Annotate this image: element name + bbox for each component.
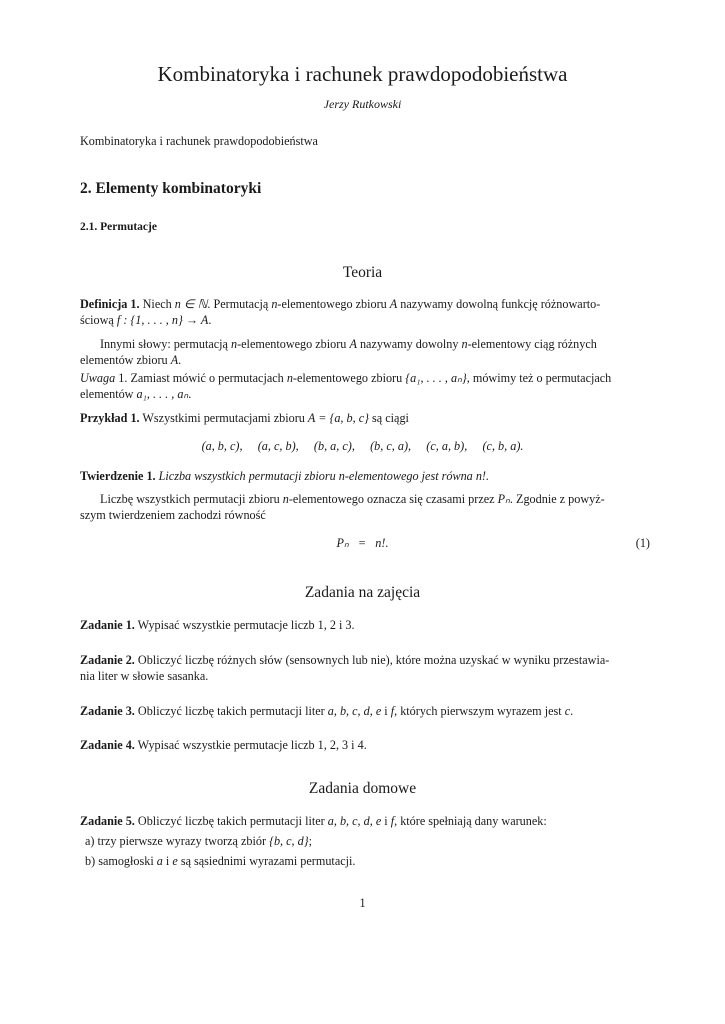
math-expr: a: [156, 854, 163, 868]
task-5: [80, 813, 652, 869]
paragraph-text: Innymi słowy: permutacją: [100, 337, 231, 351]
remark-text: -elementowego zbioru: [292, 371, 406, 385]
definition-1: [80, 296, 652, 328]
example-text: Wszystkimi permutacjami zbioru: [139, 411, 308, 425]
definition-text: Niech: [142, 297, 175, 311]
task-text: i: [381, 814, 391, 828]
task-text: Obliczyć liczbę takich permutacji liter: [134, 814, 328, 828]
remark-text: Zamiast mówić o permutacjach: [127, 371, 287, 385]
task-text: , których pierwszym wyrazem jest: [394, 704, 565, 718]
example-1: [80, 410, 652, 426]
subsection-heading: 2.1. Permutacje: [80, 221, 157, 233]
task-text: nia liter w słowie sasanka.: [80, 669, 209, 683]
task-text: Wypisać wszystkie permutacje liczb 1, 2, 3 i 4.: [134, 738, 367, 752]
task-4: [80, 737, 652, 753]
math-expr: f: [390, 704, 395, 718]
paragraph-other-words: [80, 336, 652, 368]
math-expr: A: [170, 353, 179, 367]
remark-text: elementów: [80, 387, 137, 401]
remark-1: [80, 370, 652, 402]
paragraph-count: [80, 491, 652, 523]
course-line: Kombinatoryka i rachunek prawdopodobieństwa: [80, 134, 318, 148]
task-text: Wypisać wszystkie permutacje liczb 1, 2 i 3.: [134, 618, 355, 632]
document-title: Kombinatoryka i rachunek prawdopodobieństwa: [157, 62, 568, 86]
math-expr: n ∈ ℕ: [174, 297, 208, 311]
math-expr: A = {a, b, c}: [307, 411, 369, 425]
paragraph-text: szym twierdzeniem zachodzi równość: [80, 508, 266, 522]
class-tasks-heading: Zadania na zajęcia: [304, 584, 421, 601]
paragraph-text: elementów zbioru: [80, 353, 171, 367]
theory-heading: Teoria: [342, 264, 383, 281]
theorem-1: [80, 468, 652, 484]
task-1: [80, 617, 652, 633]
math-expr: Pₙ: [497, 492, 510, 506]
task-label: Zadanie 2.: [80, 653, 135, 667]
definition-text: nazywamy dowolną funkcję różnowarto-: [397, 297, 601, 311]
page-number: 1: [359, 896, 366, 910]
remark-text: .: [188, 387, 192, 401]
example-label: Przykład 1.: [80, 411, 140, 425]
remark-text: , mówimy też o permutacjach: [466, 371, 612, 385]
paragraph-text: -elementowy ciąg różnych: [467, 337, 597, 351]
math-expr: a, b, c, d, e: [327, 704, 382, 718]
document-author: Jerzy Rutkowski: [323, 97, 402, 111]
example-text: są ciągi: [369, 411, 409, 425]
paragraph-text: -elementowego zbioru: [237, 337, 350, 351]
task-5-item-a: [80, 833, 652, 849]
task-3: [80, 703, 652, 719]
home-tasks-heading: Zadania domowe: [308, 780, 417, 797]
task-item-text: ;: [308, 834, 313, 848]
math-expr: e: [172, 854, 178, 868]
math-expr: n: [286, 371, 293, 385]
math-expr: n: [461, 337, 468, 351]
task-2: [80, 652, 652, 684]
definition-label: Definicja 1.: [80, 297, 140, 311]
definition-text: ściową: [80, 313, 117, 327]
theorem-label: Twierdzenie 1.: [80, 469, 156, 483]
task-text: i: [381, 704, 391, 718]
paragraph-text: -elementowego oznacza się czasami przez: [288, 492, 498, 506]
task-item-text: a) trzy pierwsze wyrazy tworzą zbiór: [85, 834, 270, 848]
task-text: Obliczyć liczbę takich permutacji liter: [134, 704, 328, 718]
math-expr: {b, c, d}: [269, 834, 309, 848]
math-expr: c: [564, 704, 571, 718]
definition-text: -elementowego zbioru: [277, 297, 390, 311]
math-expr: n: [282, 492, 289, 506]
math-expr: A: [349, 337, 357, 351]
paragraph-text: Liczbę wszystkich permutacji zbioru: [100, 492, 283, 506]
math-expr: a₁, . . . , aₙ: [136, 387, 189, 401]
paragraph-text: . Zgodnie z powyż-: [509, 492, 605, 506]
task-item-text: są sąsiednimi wyrazami permutacji.: [177, 854, 356, 868]
task-item-text: b) samogłoski: [85, 854, 157, 868]
math-expr: f: [390, 814, 395, 828]
paragraph-text: .: [178, 353, 182, 367]
math-expr: A: [389, 297, 398, 311]
definition-text: . Permutacją: [207, 297, 272, 311]
math-expr: f : {1, . . . , n} → A: [116, 313, 209, 327]
task-label: Zadanie 5.: [80, 814, 135, 828]
task-text: , które spełniają dany warunek:: [394, 814, 547, 828]
remark-number: 1.: [115, 371, 128, 385]
section-heading: 2. Elementy kombinatoryki: [80, 180, 262, 197]
task-label: Zadanie 4.: [80, 738, 135, 752]
remark-label: Uwaga: [80, 371, 116, 385]
task-item-text: i: [162, 854, 173, 868]
equation-1: Pₙ = n!.: [336, 536, 389, 550]
task-label: Zadanie 1.: [80, 618, 135, 632]
task-5-item-b: [80, 853, 652, 869]
definition-text: .: [208, 313, 212, 327]
paragraph-text: nazywamy dowolny: [356, 337, 462, 351]
example-display-formula: (a, b, c), (a, c, b), (b, a, c), (b, c, a), (c, a, b), (c, b, a).: [201, 439, 524, 453]
task-text: .: [570, 704, 574, 718]
theorem-text: Liczba wszystkich permutacji zbioru n-elementowego jest równa n!.: [155, 469, 490, 483]
task-label: Zadanie 3.: [80, 704, 135, 718]
math-expr: {a₁, . . . , aₙ}: [405, 371, 467, 385]
equation-number: (1): [635, 536, 650, 550]
task-text: Obliczyć liczbę różnych słów (sensownych lub nie), które można uzyskać w wyniku przestawia-: [134, 653, 610, 667]
math-expr: n: [231, 337, 238, 351]
math-expr: n: [271, 297, 278, 311]
math-expr: a, b, c, d, e: [327, 814, 382, 828]
